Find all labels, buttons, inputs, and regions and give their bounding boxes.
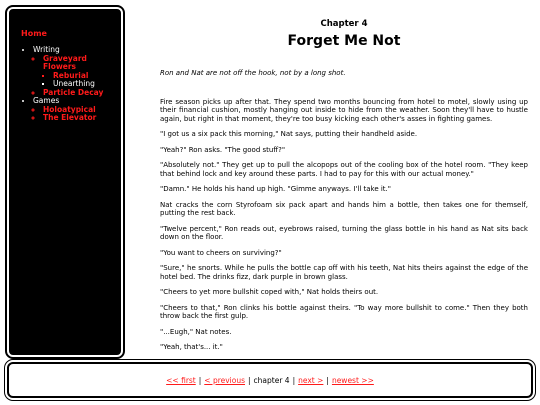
- chapter-content: [160, 0, 528, 360]
- nav-separator: |: [292, 375, 296, 385]
- paragraph: "Sure," he snorts. While he pulls the bottle cap off with his teeth, Nat hits theirs against the edge of the hotel bed. The drinks fizz, dark purple in brown glass.: [160, 264, 528, 281]
- paragraph: "I got us a six pack this morning," Nat says, putting their handheld aside.: [160, 130, 418, 138]
- nav-tree: [21, 46, 115, 123]
- writing-label: Writing: [33, 45, 60, 54]
- paragraph: Fire season picks up after that. They spend two months bouncing from hotel to motel, slowly using up their financial cushion, mostly hanging out inside to hide from the weather. Soon they'll have to hustle again, but right in that moment, they're too busy kicking each other's asses in fighting games.: [160, 97, 528, 123]
- previous-link[interactable]: < previous: [204, 375, 246, 385]
- current-chapter: chapter 4: [253, 375, 290, 385]
- sidebar: [7, 7, 123, 357]
- paragraph: "Damn." He holds his hand up high. "Gimme anyways. I'll take it.": [160, 185, 391, 193]
- nav-separator: |: [198, 375, 202, 385]
- chapter-number: Chapter 4: [320, 19, 368, 29]
- reburial-link[interactable]: Reburial: [53, 70, 89, 80]
- paragraph: Nat cracks the corn Styrofoam six pack apart and hands him a bottle, then takes one for themself, putting the rest back.: [160, 200, 528, 217]
- paragraph: "Absolutely not." They get up to pull the alcopops out of the cooling box of the hotel room. "They keep that behind lock and key around these parts. I had to pay for this with our actual money.": [160, 161, 528, 178]
- nav-item-the-elevator[interactable]: [43, 114, 115, 123]
- chapter-title: Forget Me Not: [287, 32, 401, 49]
- home-link[interactable]: Home: [21, 29, 47, 38]
- chapter-navigation: [7, 362, 533, 398]
- nav-item-graveyard-flowers[interactable]: [43, 55, 115, 89]
- paragraph: "Yeah, that's... it.": [160, 343, 223, 351]
- nav-item-writing: [33, 46, 115, 97]
- graveyard-flowers-link[interactable]: Graveyard Flowers: [43, 53, 87, 71]
- newest-link[interactable]: newest >>: [331, 375, 374, 385]
- next-link[interactable]: next >: [298, 375, 324, 385]
- chapter-summary: Ron and Nat are not off the hook, not by a long shot.: [160, 69, 346, 77]
- nav-separator: |: [248, 375, 251, 385]
- unearthing-label: Unearthing: [53, 79, 95, 88]
- paragraph: "...Eugh," Nat notes.: [160, 327, 232, 336]
- holoatypical-link[interactable]: Holoatypical: [43, 104, 96, 114]
- particle-decay-link[interactable]: Particle Decay: [43, 87, 104, 97]
- games-label: Games: [33, 96, 60, 105]
- paragraph: "You want to cheers on surviving?": [160, 248, 282, 257]
- paragraph: "Cheers to that," Ron clinks his bottle against theirs. "To way more bullshit to come." Then they both throw back the first gulp.: [160, 303, 528, 320]
- paragraph: "Yeah?" Ron asks. "The good stuff?": [160, 145, 286, 154]
- the-elevator-link[interactable]: The Elevator: [43, 113, 97, 122]
- nav-item-games: [33, 97, 115, 123]
- paragraph: "Cheers to yet more bullshit coped with," Nat holds theirs out.: [160, 288, 379, 296]
- first-link[interactable]: << first: [166, 375, 196, 385]
- nav-separator: |: [326, 375, 329, 385]
- paragraph: "Twelve percent," Ron reads out, eyebrows raised, turning the glass bottle in his hand as Nat sits back down on the floor.: [160, 224, 528, 241]
